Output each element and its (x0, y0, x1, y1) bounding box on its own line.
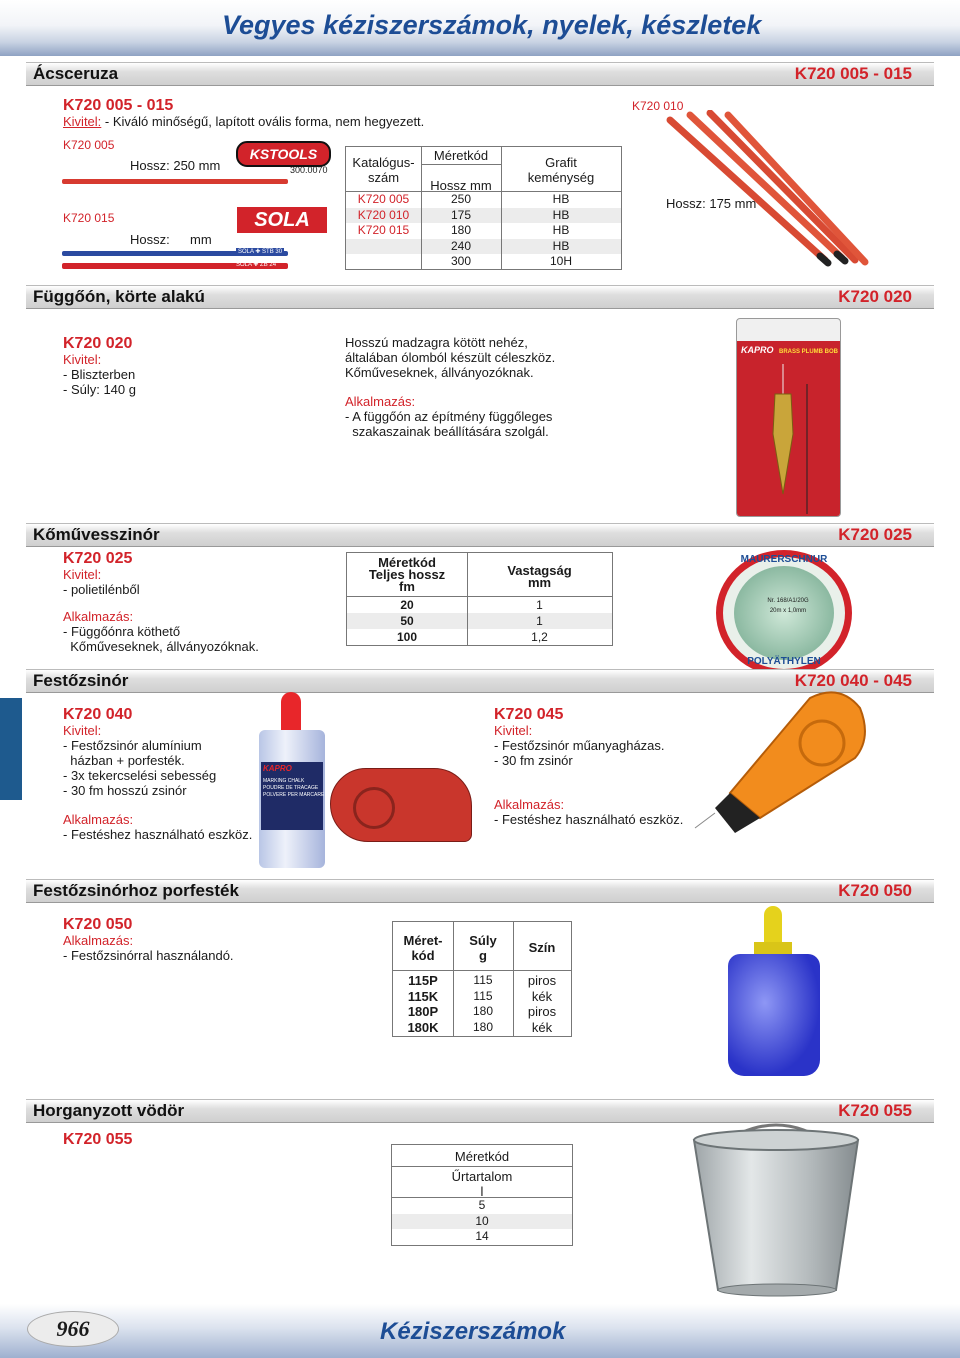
th-katalogus (346, 155, 421, 185)
blister-product: BRASS PLUMB BOB (779, 349, 839, 355)
cell-color: kék (531, 988, 553, 1004)
cell-code (346, 239, 421, 255)
alkalmazas-label: Alkalmazás: (63, 933, 134, 948)
cell-length: 175 (450, 207, 472, 222)
table-row (346, 223, 621, 239)
chalk-line-orange-image (690, 688, 875, 838)
usage-line: - Festéshez használható eszköz. (63, 827, 253, 842)
cell-hardness: 10H (549, 254, 572, 268)
spec-line: - Súly: 140 g (63, 382, 136, 397)
page-footer (0, 1304, 960, 1358)
th-l5: mm (527, 575, 552, 590)
ks-article-number: 300.0070 (290, 165, 328, 175)
section-bar-acsceruza (26, 62, 934, 86)
sola-logo (237, 207, 327, 233)
length-250: Hossz: 250 mm (130, 158, 221, 173)
side-tab (0, 698, 22, 800)
table-row (393, 973, 571, 989)
kivitel-text: - Kiváló minőségű, lapított ovális forma, nem hegyezett. (101, 114, 425, 129)
spec-line: - polietilénből (63, 582, 140, 597)
reel-hub (353, 787, 395, 829)
product-code: K720 055 (63, 1131, 133, 1148)
header-rule (393, 970, 571, 971)
spec-block (63, 352, 136, 397)
string-reel-image (716, 550, 852, 676)
cell-length: 50 (400, 614, 414, 628)
cell-length: 300 (450, 254, 472, 268)
section-title: Kőművesszinór (33, 525, 160, 544)
cell-weight: 180 (472, 1019, 494, 1034)
spec-block-040 (63, 723, 252, 842)
cell-thickness: 1 (536, 598, 543, 612)
pencil-shape (690, 115, 842, 258)
sola-logo-text: SOLA (254, 209, 310, 231)
spec-block-045 (494, 723, 683, 827)
th-grafit (501, 155, 621, 185)
spec-line: - Bliszterben (63, 367, 136, 382)
section-code: K720 020 (838, 287, 912, 306)
galvanized-bucket-image (686, 1120, 866, 1300)
th-l4: Vastagság (507, 563, 572, 578)
bottle-nozzle (764, 906, 782, 946)
bucket-table (391, 1144, 573, 1246)
kivitel-label: Kivitel: (63, 352, 102, 367)
bucket-table-body (392, 1198, 572, 1245)
code-k720010: K720 010 (632, 99, 684, 113)
code-k720005: K720 005 (63, 138, 115, 152)
reel-label-mid: Nr. 168/A1/20G (767, 598, 809, 604)
cell-code: K720 005 (357, 192, 410, 206)
cell-hardness: HB (552, 192, 570, 206)
cell-code: K720 010 (357, 207, 410, 222)
product-code-040: K720 040 (63, 706, 133, 723)
description-block (345, 335, 555, 439)
cell-code: 180P (407, 1004, 439, 1019)
page-header (0, 0, 960, 56)
cell-length: 180 (450, 223, 472, 237)
product-code: K720 025 (63, 550, 133, 567)
cell-color: kék (531, 1019, 553, 1035)
col-rule (513, 922, 514, 1036)
cell-hardness: HB (552, 223, 570, 237)
table-row (346, 208, 621, 224)
section-code: K720 055 (838, 1101, 912, 1120)
sola-pencil-label-2: SOLA ✚ ZB 24 (236, 262, 277, 268)
string-table-body (347, 597, 612, 645)
section-code: K720 050 (838, 881, 912, 900)
col-rule (453, 922, 454, 1036)
cell-code: 115P (408, 973, 438, 988)
section-title: Horganyzott vödör (33, 1101, 185, 1120)
th-suly (453, 933, 513, 963)
pencil-table-body (346, 192, 621, 270)
chalk-table-body (393, 973, 571, 1035)
reel-label-top: MAURERSCHNUR (740, 554, 828, 565)
cell-length: 20 (400, 598, 414, 612)
blister-brand: KAPRO (741, 345, 774, 355)
th-l1: Méret- (403, 933, 443, 948)
length-175: Hossz: 175 mm (666, 196, 757, 211)
reel-label-bottom: POLYÄTHYLEN (747, 656, 821, 667)
pencil-table (345, 146, 622, 270)
chalk-line-red-image (330, 768, 472, 842)
code-k720015: K720 015 (63, 211, 115, 225)
cell-code: 115K (407, 988, 439, 1004)
cell-length: 100 (396, 630, 418, 644)
section-title: Függőón, körte alakú (33, 287, 205, 306)
spec-line: - Festőzsinór alumínium (63, 738, 202, 753)
th-meretkod (347, 557, 467, 593)
cell-code: K720 015 (357, 223, 410, 237)
th-vastagsag (467, 565, 612, 589)
th-grafit-l2: keménység (527, 170, 595, 185)
section-title: Festőzsinórhoz porfesték (33, 881, 239, 900)
length-unit: mm (190, 232, 212, 247)
th-meretkod: Méretkód (433, 148, 489, 163)
length-label: Hossz: (130, 232, 170, 247)
chalk-bottle-image (257, 692, 327, 872)
spec-line: házban + porfesték. (63, 753, 185, 768)
th-grafit-l1: Grafit (545, 155, 577, 170)
kivitel-label: Kivitel: (63, 567, 102, 582)
kivitel-line (63, 114, 424, 129)
kivitel-label: Kivitel: (63, 114, 102, 129)
col-rule (501, 147, 502, 269)
blue-chalk-bottle-image (726, 906, 822, 1076)
section-code: K720 040 - 045 (794, 671, 912, 690)
pencil-shape (710, 113, 855, 260)
cell-weight: 115 (473, 973, 493, 987)
spec-line: - 30 fm hosszú zsinór (63, 783, 187, 798)
cell-color: piros (527, 973, 557, 988)
bottle-body (728, 954, 820, 1076)
table-row (347, 597, 612, 613)
th-meretkod: Méretkód (454, 1149, 510, 1164)
cell-color: piros (527, 1004, 557, 1019)
table-row: 14 (475, 1229, 489, 1243)
plumb-bob-icon (757, 364, 817, 514)
th-l2: kód (411, 948, 435, 963)
th-l2: Teljes hossz (368, 567, 446, 582)
table-row (346, 192, 621, 208)
bottle-text: POLVERE PER MARCARE (263, 792, 325, 798)
pencil-red-image (62, 179, 288, 184)
table-row: 10 (392, 1214, 572, 1230)
kivitel-label: Kivitel: (494, 723, 533, 738)
desc-line: általában ólomból készült céleszköz. (345, 350, 556, 365)
cell-weight: 115 (473, 988, 493, 1003)
usage-line: - Függőónra köthető (63, 624, 181, 639)
product-code: K720 050 (63, 916, 133, 933)
chalk-table (392, 921, 572, 1037)
table-row (346, 254, 621, 270)
ks-tools-logo (236, 141, 331, 167)
th-hossz: Hossz mm (430, 178, 492, 193)
th-l1: Méretkód (378, 555, 436, 570)
cell-hardness: HB (552, 238, 570, 253)
usage-line: - Festőzsinórral használandó. (63, 948, 234, 963)
th-katalogus-l2: szám (367, 170, 400, 185)
section-code: K720 025 (838, 525, 912, 544)
th-divider (421, 164, 501, 165)
table-row (393, 1004, 571, 1020)
kivitel-label: Kivitel: (63, 723, 102, 738)
reel-label-mid2: 20m x 1,0mm (769, 608, 807, 614)
usage-block (63, 933, 234, 963)
page-number: 966 (27, 1311, 119, 1347)
table-row (393, 989, 571, 1005)
cell-hardness: HB (552, 207, 570, 222)
section-bar-komuvesszinor (26, 523, 934, 547)
spec-line: - Festőzsinór műanyagházas. (494, 738, 665, 753)
section-title: Ácsceruza (33, 64, 119, 83)
table-row (347, 629, 612, 645)
col-rule (467, 553, 468, 645)
product-code-045: K720 045 (494, 706, 564, 723)
section-title: Festőzsinór (33, 671, 129, 690)
spec-block (63, 567, 259, 654)
cell-length: 240 (450, 238, 472, 253)
spec-line: - 30 fm zsinór (494, 753, 573, 768)
alkalmazas-label: Alkalmazás: (63, 609, 134, 624)
cell-length: 250 (450, 192, 472, 206)
alkalmazas-label: Alkalmazás: (494, 797, 565, 812)
th-l1: Súly (469, 933, 497, 948)
th-szin: Szín (528, 940, 556, 955)
usage-line: - A függőón az építmény függőleges (345, 409, 553, 424)
usage-line: - Festéshez használható eszköz. (494, 812, 684, 827)
col-rule (421, 147, 422, 269)
cell-code: 180K (407, 1019, 439, 1035)
table-row (346, 239, 621, 255)
header-rule (392, 1166, 572, 1167)
section-bar-porfestek (26, 879, 934, 903)
section-bar-fuggoon (26, 285, 934, 309)
th-meretkod (393, 933, 453, 963)
th-l2: g (479, 948, 487, 963)
desc-line: Hosszú madzagra kötött nehéz, (345, 335, 528, 350)
footer-title: Kéziszerszámok (380, 1318, 566, 1345)
table-row (347, 613, 612, 629)
cell-weight: 180 (472, 1004, 494, 1018)
alkalmazas-label: Alkalmazás: (345, 394, 416, 409)
th-unit: l (480, 1184, 484, 1199)
cell-thickness: 1,2 (531, 630, 548, 644)
cell-code (346, 254, 421, 270)
product-code: K720 005 - 015 (63, 97, 174, 114)
th-l3: fm (399, 579, 415, 594)
th-katalogus-l1: Katalógus- (352, 155, 415, 170)
page-title: Vegyes kéziszerszámok, nyelek, készletek (222, 10, 762, 40)
plumb-bob-blister-image (736, 318, 841, 517)
bottle-brand: KAPRO (263, 764, 292, 773)
spec-line: - 3x tekercselési sebesség (63, 768, 217, 783)
bottle-nozzle (281, 692, 301, 732)
usage-line: Kőműveseknek, állványozóknak. (63, 639, 259, 654)
bottle-text: POUDRE DE TRACAGE (263, 785, 319, 791)
section-code: K720 005 - 015 (794, 64, 912, 83)
desc-line: Kőműveseknek, állványozóknak. (345, 365, 534, 380)
cell-thickness: 1 (536, 614, 543, 628)
sola-pencil-label-1: SOLA ✚ STB 30 (238, 249, 283, 255)
ks-tools-logo-text: KSTOOLS (249, 146, 318, 162)
th-urtartalom: Űrtartalom (451, 1169, 513, 1184)
product-code: K720 020 (63, 335, 133, 352)
string-table (346, 552, 613, 646)
usage-line: szakaszainak beállítására szolgál. (345, 424, 549, 439)
bottle-text: MARKING CHALK (263, 778, 305, 784)
table-row (393, 1020, 571, 1036)
carpenter-pencils-image (660, 110, 880, 280)
table-row: 5 (478, 1198, 486, 1212)
alkalmazas-label: Alkalmazás: (63, 812, 134, 827)
